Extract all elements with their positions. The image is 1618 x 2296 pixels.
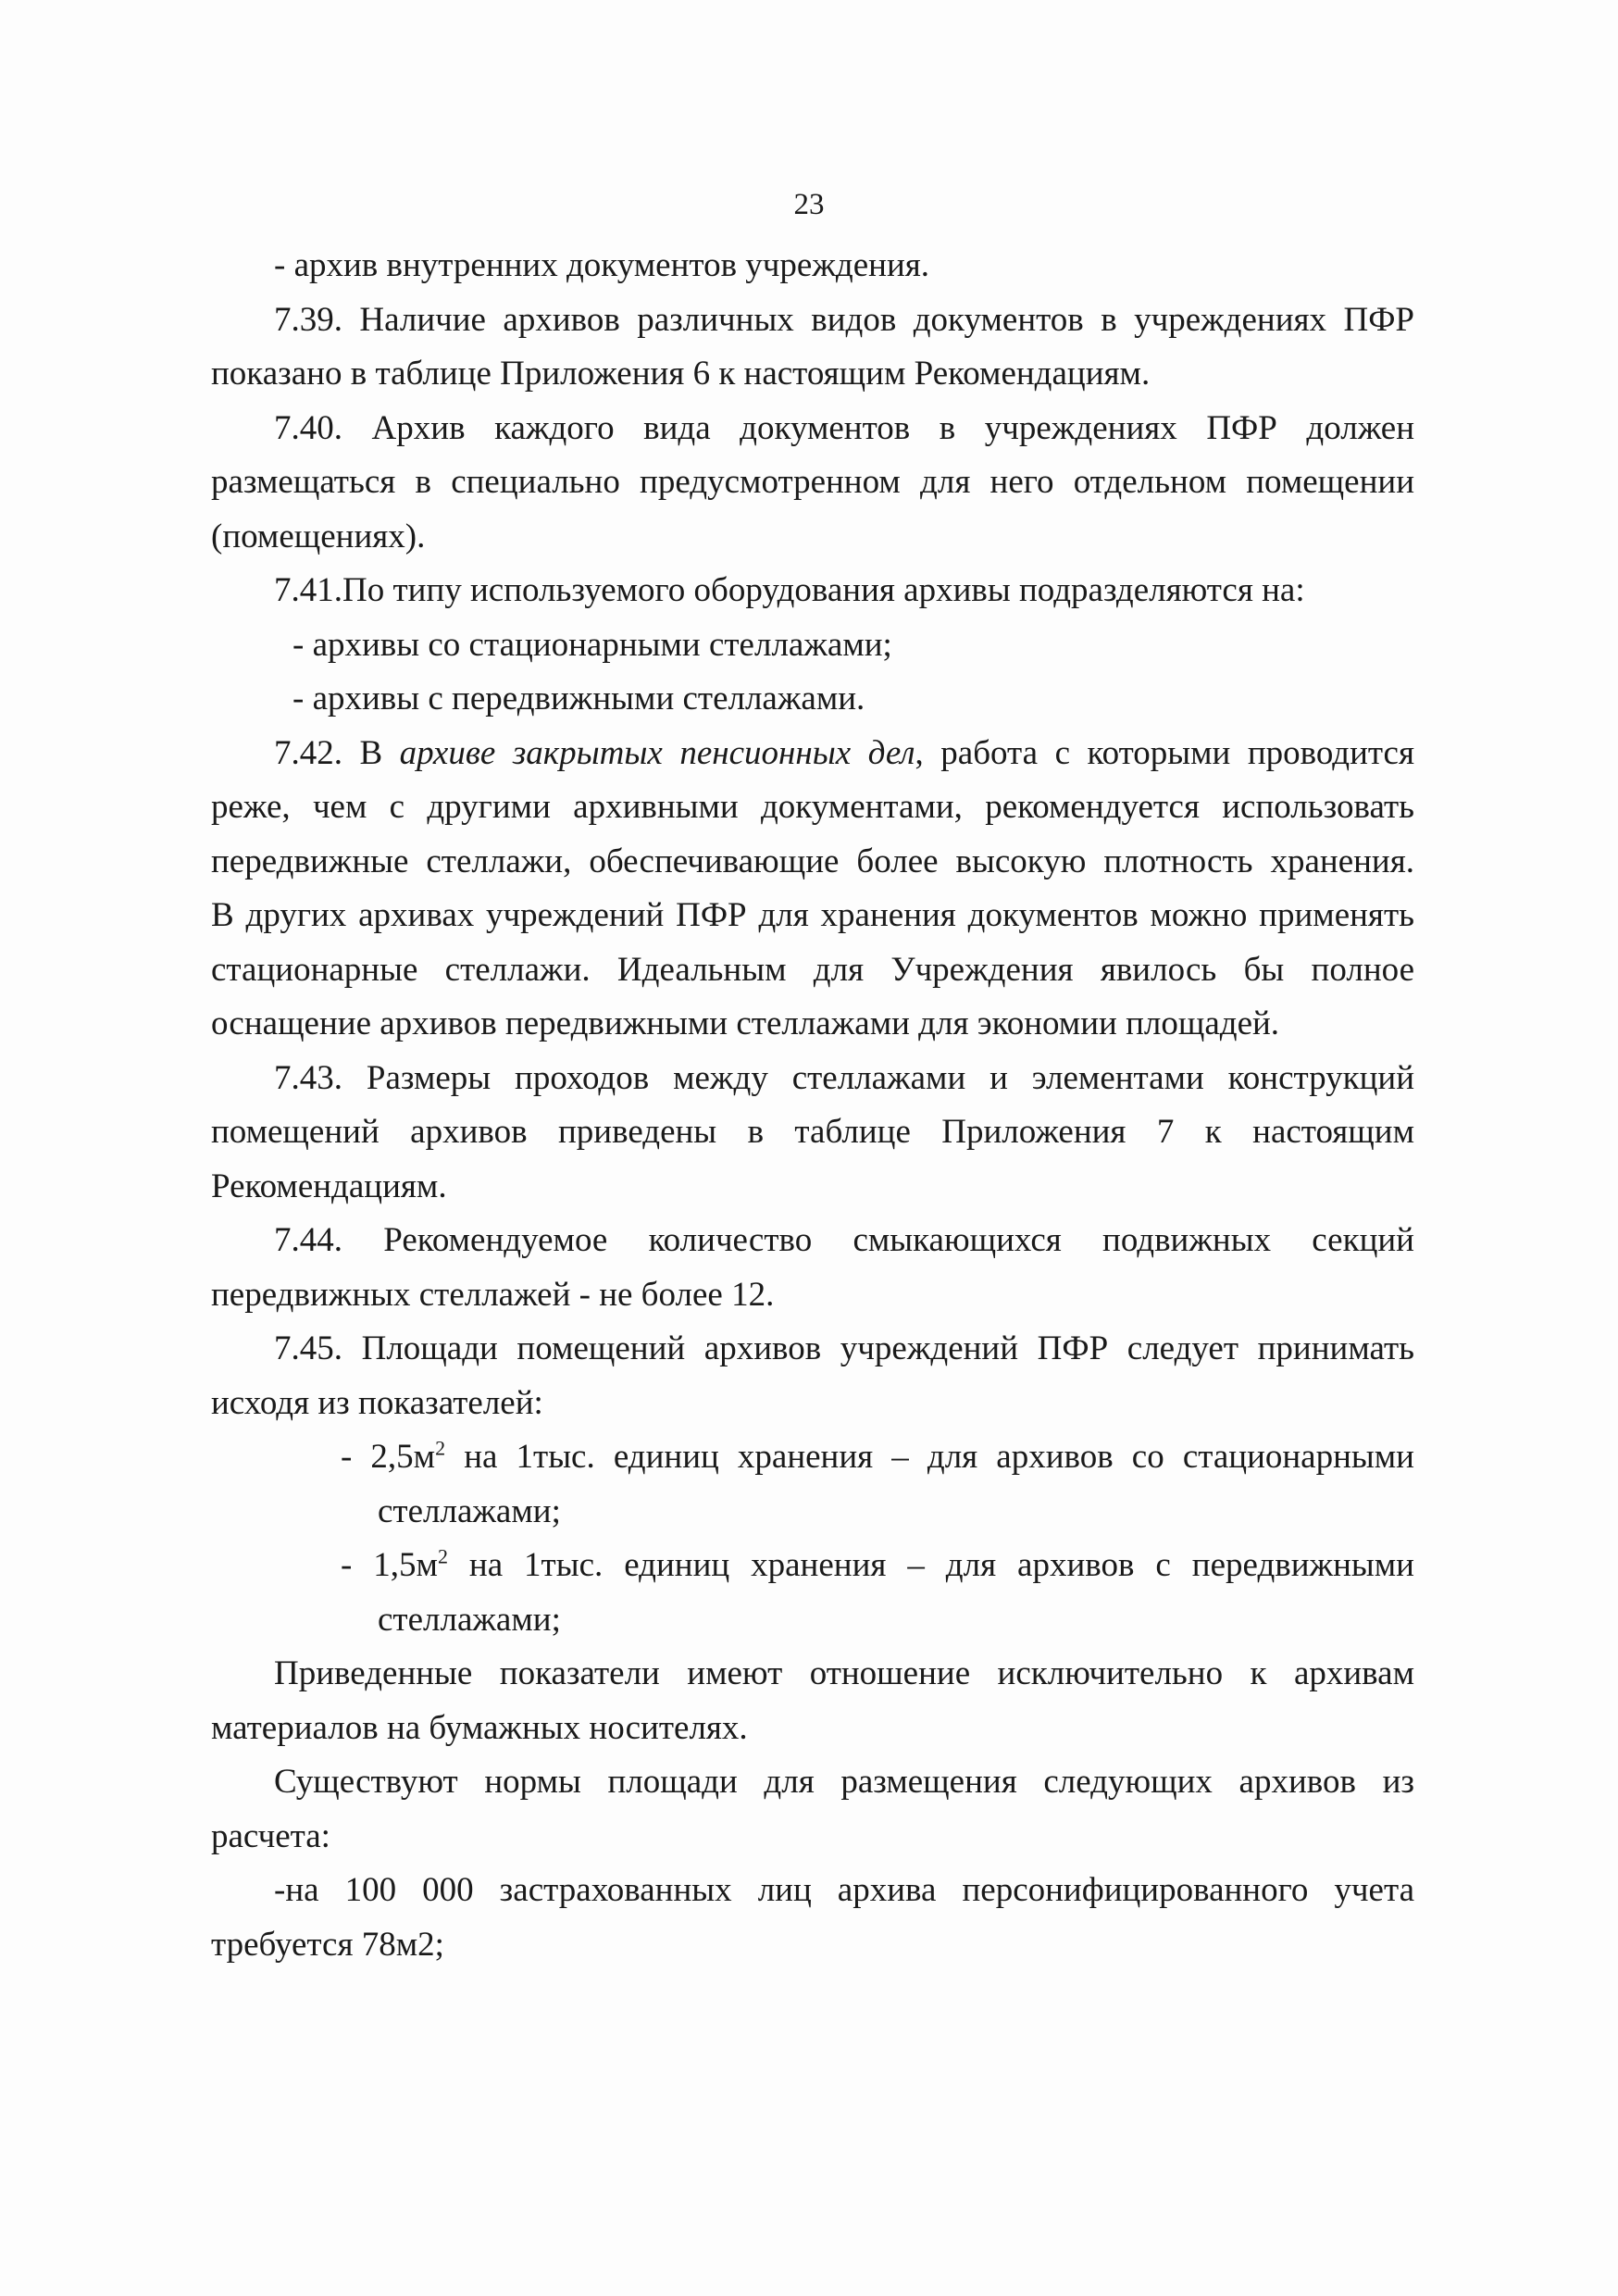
paragraph-7-42-line-6: оснащение архивов передвижными стеллажами для экономии площадей. xyxy=(211,1004,1280,1042)
paragraph-7-42-line-5: стационарные стеллажи. Идеальным для Учреждения явилось бы полное xyxy=(211,950,1414,989)
paragraph-7-39-line-2: показано в таблице Приложения 6 к настоящим Рекомендациям. xyxy=(211,355,1151,393)
paragraph-7-40-line-3: (помещениях). xyxy=(211,517,426,555)
paragraph-7-42-rest: , работа с которыми проводится xyxy=(915,733,1414,772)
page-number: 23 xyxy=(793,188,825,221)
paragraph-7-41: 7.41.По типу используемого оборудования архивы подразделяются на: xyxy=(274,571,1305,609)
list-item-stationary-norm xyxy=(211,1430,1414,1485)
paragraph-paper-line-1: Приведенные показатели имеют отношение исключительно к архивам xyxy=(274,1654,1414,1692)
paragraph-7-40-line-2: размещаться в специально предусмотренном для него отдельном помещении xyxy=(211,463,1414,501)
paragraph-7-42-line-1 xyxy=(211,727,1414,781)
paragraph-personified-line-2: требуется 78м2; xyxy=(211,1925,444,1964)
list-item-stationary-shelving: - архивы со стационарными стеллажами; xyxy=(292,625,892,664)
paragraph-paper-line-2: материалов на бумажных носителях. xyxy=(211,1708,748,1747)
paragraph-7-40-line-1: 7.40. Архив каждого вида документов в учреждениях ПФР должен xyxy=(274,408,1414,447)
paragraph-7-42-line-3: передвижные стеллажи, обеспечивающие более высокую плотность хранения. xyxy=(211,842,1414,880)
paragraph-norms-line-1: Существуют нормы площади для размещения следующих архивов из xyxy=(274,1763,1414,1801)
paragraph-7-43-line-1: 7.43. Размеры проходов между стеллажами и элементами конструкций xyxy=(274,1058,1414,1097)
list-item-mobile-shelving: - архивы с передвижными стеллажами. xyxy=(292,680,865,718)
paragraph-7-43-line-3: Рекомендациям. xyxy=(211,1167,447,1205)
mobile-norm-value: - 1,5м xyxy=(341,1546,438,1584)
body-text xyxy=(211,239,1414,1972)
paragraph-personified-line-1: -на 100 000 застрахованных лиц архива персонифицированного учета xyxy=(274,1871,1414,1909)
paragraph-7-43-line-2: помещений архивов приведены в таблице Приложения 7 к настоящим xyxy=(211,1113,1414,1151)
stationary-norm-text: на 1тыс. единиц хранения – для архивов со стационарными xyxy=(445,1438,1414,1476)
paragraph-7-44-line-1: 7.44. Рекомендуемое количество смыкающихся подвижных секций xyxy=(274,1221,1414,1259)
paragraph-7-44-line-2: передвижных стеллажей - не более 12. xyxy=(211,1275,775,1314)
paragraph-7-42-line-2: реже, чем с другими архивными документами, рекомендуется использовать xyxy=(211,788,1414,826)
paragraph-norms-line-2: расчета: xyxy=(211,1816,330,1855)
closed-pension-cases-term: архиве закрытых пенсионных дел xyxy=(399,733,915,772)
list-item-mobile-norm xyxy=(211,1539,1414,1593)
paragraph-7-42-number: 7.42. В xyxy=(274,733,400,772)
list-item-internal-archive: - архив внутренних документов учреждения. xyxy=(274,246,930,284)
mobile-norm-exponent: 2 xyxy=(437,1544,448,1568)
paragraph-7-42-line-4: В других архивах учреждений ПФР для хранения документов можно применять xyxy=(211,896,1414,934)
list-item-mobile-norm-cont: стеллажами; xyxy=(378,1600,561,1639)
stationary-norm-value: - 2,5м xyxy=(341,1438,436,1476)
paragraph-7-45-line-2: исходя из показателей: xyxy=(211,1383,543,1422)
list-item-stationary-norm-cont: стеллажами; xyxy=(378,1491,561,1530)
mobile-norm-text: на 1тыс. единиц хранения – для архивов с передвижными xyxy=(447,1546,1414,1584)
stationary-norm-exponent: 2 xyxy=(435,1436,446,1460)
paragraph-7-39-line-1: 7.39. Наличие архивов различных видов документов в учреждениях ПФР xyxy=(274,300,1414,339)
paragraph-7-45-line-1: 7.45. Площади помещений архивов учреждений ПФР следует принимать xyxy=(274,1329,1414,1367)
